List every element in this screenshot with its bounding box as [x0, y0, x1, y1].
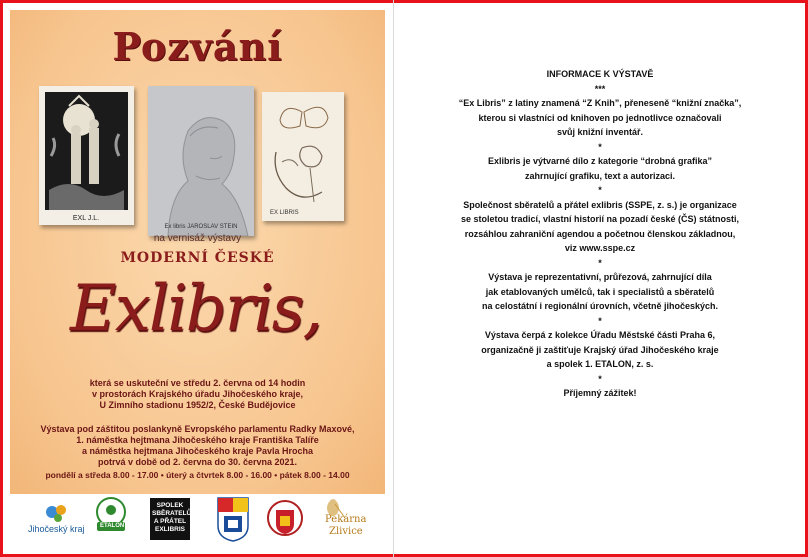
info-separator: *: [598, 257, 602, 268]
patronage-line: Výstava pod záštitou poslankyně Evropského parlamentu Radky Maxové,: [40, 424, 355, 434]
image2-caption: Ex libris JAROSLAV STEIN: [164, 224, 238, 230]
info-line: Výstava je reprezentativní, průřezová, zahrnující díla: [488, 272, 712, 282]
patronage-line: potrvá v době od 2. června do 30. června 2021.: [97, 457, 298, 467]
exhibition-subheading: MODERNÍ ČESKÉ: [120, 250, 275, 266]
info-separator: *: [598, 185, 602, 195]
info-text-block: [400, 67, 800, 401]
patronage-line: a náměstka hejtmana Jihočeského kraje Pavla Hrocha: [81, 446, 314, 456]
info-separator: ***: [594, 83, 606, 94]
exlibris-image-portrait: [148, 86, 254, 236]
image3-caption: EX LIBRIS: [270, 210, 299, 216]
info-line: jak etablovaných umělců, tak i specialistů a sběratelů: [485, 286, 715, 297]
info-line: na celostátní i regionální úrovních, včetně jihočeských.: [481, 301, 719, 311]
image1-caption: EXL J.L.: [72, 215, 100, 222]
opening-hours: pondělí a středa 8.00 - 17.00 • úterý a čtvrtek 8.00 - 16.00 • pátek 8.00 - 14.00: [45, 470, 350, 480]
event-details: [10, 378, 385, 411]
jihocesky-kraj-logo: [28, 496, 88, 546]
pekarna-zlivice-logo: [315, 496, 381, 546]
invitation-title: Pozvání: [112, 24, 283, 69]
etalon-logo: [94, 496, 128, 546]
info-line: “Ex Libris” z latiny znamená “Z Knih”, přeneseně “knižní značka”,: [458, 98, 742, 108]
info-closing: Příjemný zážitek!: [563, 388, 637, 398]
exlibris-image-adam-eve: [39, 86, 134, 225]
info-link[interactable]: viz www.sspe.cz: [564, 243, 636, 253]
etalon-label: ETALON: [100, 523, 125, 529]
exlibris-image-butterfly: [262, 92, 344, 221]
sponsor-logos: [10, 496, 385, 551]
info-line: a spolek 1. ETALON, z. s.: [546, 359, 654, 369]
city-crest-logo: [266, 496, 304, 546]
fold-divider: [393, 0, 394, 557]
info-separator: *: [598, 315, 602, 326]
event-line: v prostorách Krajského úřadu Jihočeského kraje,: [91, 389, 304, 399]
sspe-label: SPOLEK SBĚRATELŮ A PŘÁTEL EXLIBRIS: [152, 502, 192, 533]
patronage-details: [10, 424, 385, 468]
info-line: zahrnující grafiku, text a autorizaci.: [524, 170, 676, 181]
event-line: která se uskuteční ve středu 2. června od 14 hodin: [89, 378, 306, 388]
info-line: Výstava čerpá z kolekce Úřadu Městské části Praha 6,: [484, 330, 716, 340]
info-line: Společnost sběratelů a přátel exlibris (SSPE, z. s.) je organizace: [463, 199, 737, 210]
info-separator: *: [598, 373, 602, 384]
event-line: U Zimního stadionu 1952/2, České Budějovice: [99, 400, 296, 410]
vernisage-subtitle: na vernisáž výstavy: [153, 233, 242, 244]
info-line: organizačně ji zaštiťuje Krajský úřad Jihočeského kraje: [481, 344, 719, 355]
patronage-line: 1. náměstka hejtmana Jihočeského kraje Františka Talíře: [76, 435, 319, 445]
pekarna-label-1: Pekárna: [325, 514, 367, 525]
info-line: Exlibris je výtvarné dílo z kategorie “drobná grafika”: [487, 156, 713, 166]
info-separator: *: [598, 141, 602, 152]
info-heading: INFORMACE K VÝSTAVĚ: [546, 69, 654, 79]
info-line: kterou si vlastníci od knihoven po jednotlivce označovali: [478, 112, 722, 123]
pekarna-label-2: Zlivice: [329, 526, 363, 537]
praha6-logo: [216, 496, 250, 546]
exlibris-heading: Exlibris,: [70, 272, 321, 346]
info-line: rozsáhlou zahraniční agendou a početnou členskou základnou,: [464, 228, 736, 239]
info-line: svůj knižní inventář.: [556, 127, 644, 137]
sspe-logo: [148, 496, 192, 546]
info-line: se stoletou tradicí, vlastní historií na pozadí české (ČS) státnosti,: [460, 214, 740, 224]
invitation-panel: [10, 10, 385, 494]
jihocesky-kraj-label: Jihočeský kraj: [28, 524, 85, 534]
